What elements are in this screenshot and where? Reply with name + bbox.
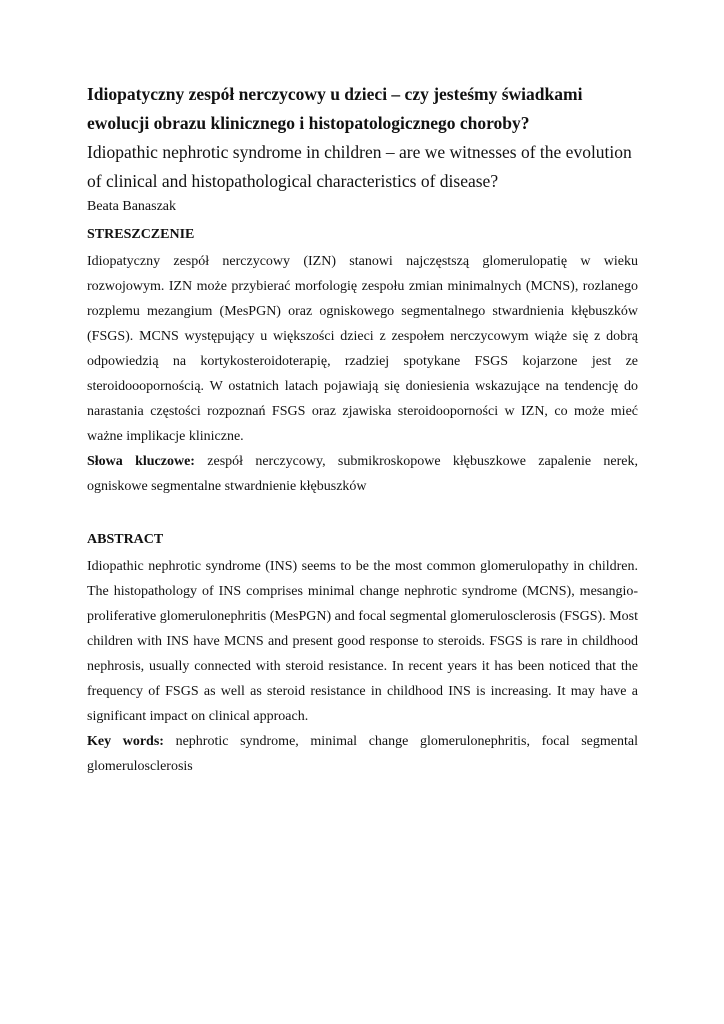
title-english: Idiopathic nephrotic syndrome in children – are we witnesses of the evolution of clinical and histopathological characteristics of disease? [87, 142, 632, 191]
author-name: Beata Banaszak [87, 199, 177, 214]
streszczenie-keywords-label: Słowa kluczowe: [87, 454, 195, 469]
streszczenie-keywords-text: zespół nerczycowy, submikroskopowe kłębuszkowe zapalenie nerek, ogniskowe segmentalne stwardnienie kłębuszków [87, 454, 638, 494]
abstract-keywords [87, 729, 638, 779]
streszczenie-keywords [87, 449, 638, 499]
abstract-text: Idiopathic nephrotic syndrome (INS) seems to be the most common glomerulopathy in children. The histopathology of INS comprises minimal change nephrotic syndrome (MCNS), mesangio-proliferative glomerulonephritis (MesPGN) and focal segmental glomerulosclerosis (FSGS). Most children with INS have MCNS and present good response to steroids. FSGS is rare in childhood nephrosis, usually connected with steroid resistance. In recent years it has been noticed that the frequency of FSGS as well as steroid resistance in childhood INS is increasing. It may have a significant impact on clinical approach. [87, 559, 638, 724]
streszczenie-heading: STRESZCZENIE [87, 227, 195, 242]
streszczenie-text: Idiopatyczny zespół nerczycowy (IZN) stanowi najczęstszą glomerulopatię w wieku rozwojowym. IZN może przybierać morfologię zespołu zmian minimalnych (MCNS), rozlanego rozplemu mezangium (MesPGN) oraz ogniskowego segmentalnego stwardnienia kłębuszków (FSGS). MCNS występujący u większości dzieci z zespołem nerczycowym wiąże się z dobrą odpowiedzią na kortykosteroidoterapię, rzadziej spotykane FSGS kojarzone jest ze steroidooopornością. W ostatnich latach pojawiają się doniesienia wskazujące na tendencję do narastania częstości rozpoznań FSGS oraz zjawiska steroidooporności w IZN, co może mieć ważne implikacje kliniczne. [87, 254, 638, 444]
abstract-section [87, 530, 638, 779]
abstract-heading: ABSTRACT [87, 532, 164, 547]
document-page [87, 80, 638, 779]
title-polish: Idiopatyczny zespół nerczycowy u dzieci – czy jesteśmy świadkami ewolucji obrazu klinicznego i histopatologicznego choroby? [87, 84, 583, 133]
abstract-keywords-text: nephrotic syndrome, minimal change glomerulonephritis, focal segmental glomerulosclerosis [87, 734, 638, 774]
streszczenie-section [87, 225, 638, 499]
abstract-keywords-label: Key words: [87, 734, 164, 749]
section-spacer [87, 499, 638, 522]
